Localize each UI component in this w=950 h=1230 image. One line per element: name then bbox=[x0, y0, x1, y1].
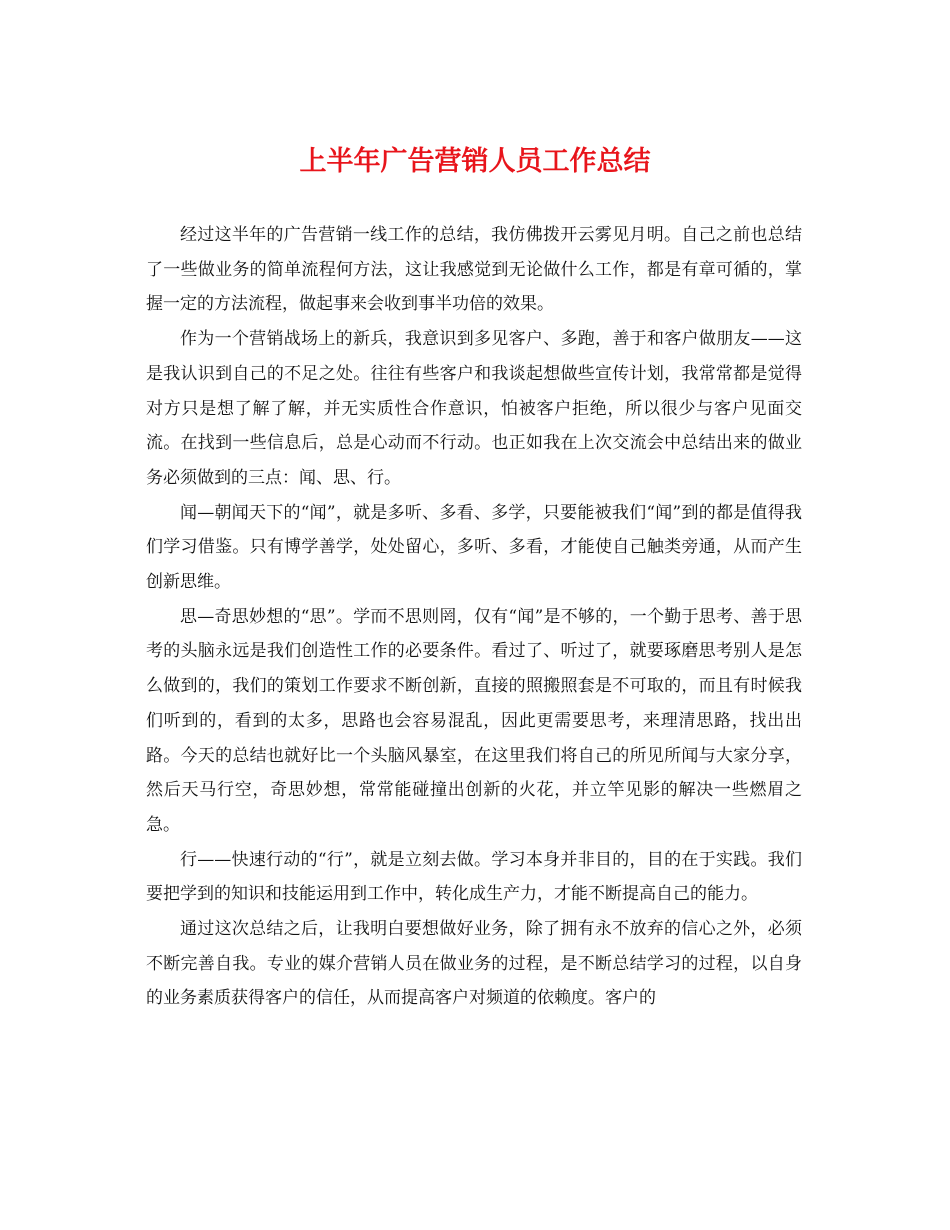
paragraph-4: 思—奇思妙想的“思”。学而不思则罔，仅有“闻”是不够的，一个勤于思考、善于思考的头脑永远是我们创造性工作的必要条件。看过了、听过了，就要琢磨思考别人是怎么做到的，我们的策划工作要求不断创新，直接的照搬照套是不可取的，而且有时候我们听到的，看到的太多，思路也会容易混乱，因此更需要思考，来理清思路，找出出路。今天的总结也就好比一个头脑风暴室，在这里我们将自己的所见所闻与大家分享，然后天马行空，奇思妙想，常常能碰撞出创新的火花，并立竿见影的解决一些燃眉之急。 bbox=[146, 606, 802, 835]
paragraph-3: 闻—朝闻天下的“闻”，就是多听、多看、多学，只要能被我们“闻”到的都是值得我们学习借鉴。只有博学善学，处处留心，多听、多看，才能使自己触类旁通，从而产生创新思维。 bbox=[146, 502, 802, 593]
paragraph-2: 作为一个营销战场上的新兵，我意识到多见客户、多跑，善于和客户做朋友——这是我认识到自己的不足之处。往往有些客户和我谈起想做些宣传计划，我常常都是觉得对方只是想了解了解，并无实质性合作意识，怕被客户拒绝，所以很少与客户见面交流。在找到一些信息后，总是心动而不行动。也正如我在上次交流会中总结出来的做业务必须做到的三点：闻、思、行。 bbox=[146, 329, 802, 488]
document-body bbox=[146, 218, 802, 1016]
paragraph-1: 经过这半年的广告营销一线工作的总结，我仿佛拨开云雾见月明。自己之前也总结了一些做业务的简单流程何方法，这让我感觉到无论做什么工作，都是有章可循的，掌握一定的方法流程，做起事来会收到事半功倍的效果。 bbox=[146, 225, 802, 315]
paragraph-5: 行——快速行动的“行”，就是立刻去做。学习本身并非目的，目的在于实践。我们要把学到的知识和技能运用到工作中，转化成生产力，才能不断提高自己的能力。 bbox=[146, 849, 802, 905]
page-title: 上半年广告营销人员工作总结 bbox=[299, 146, 651, 177]
paragraph-6: 通过这次总结之后，让我明白要想做好业务，除了拥有永不放弃的信心之外，必须不断完善自我。专业的媒介营销人员在做业务的过程，是不断总结学习的过程，以自身的业务素质获得客户的信任，从而提高客户对频道的依赖度。客户的 bbox=[146, 919, 802, 1009]
